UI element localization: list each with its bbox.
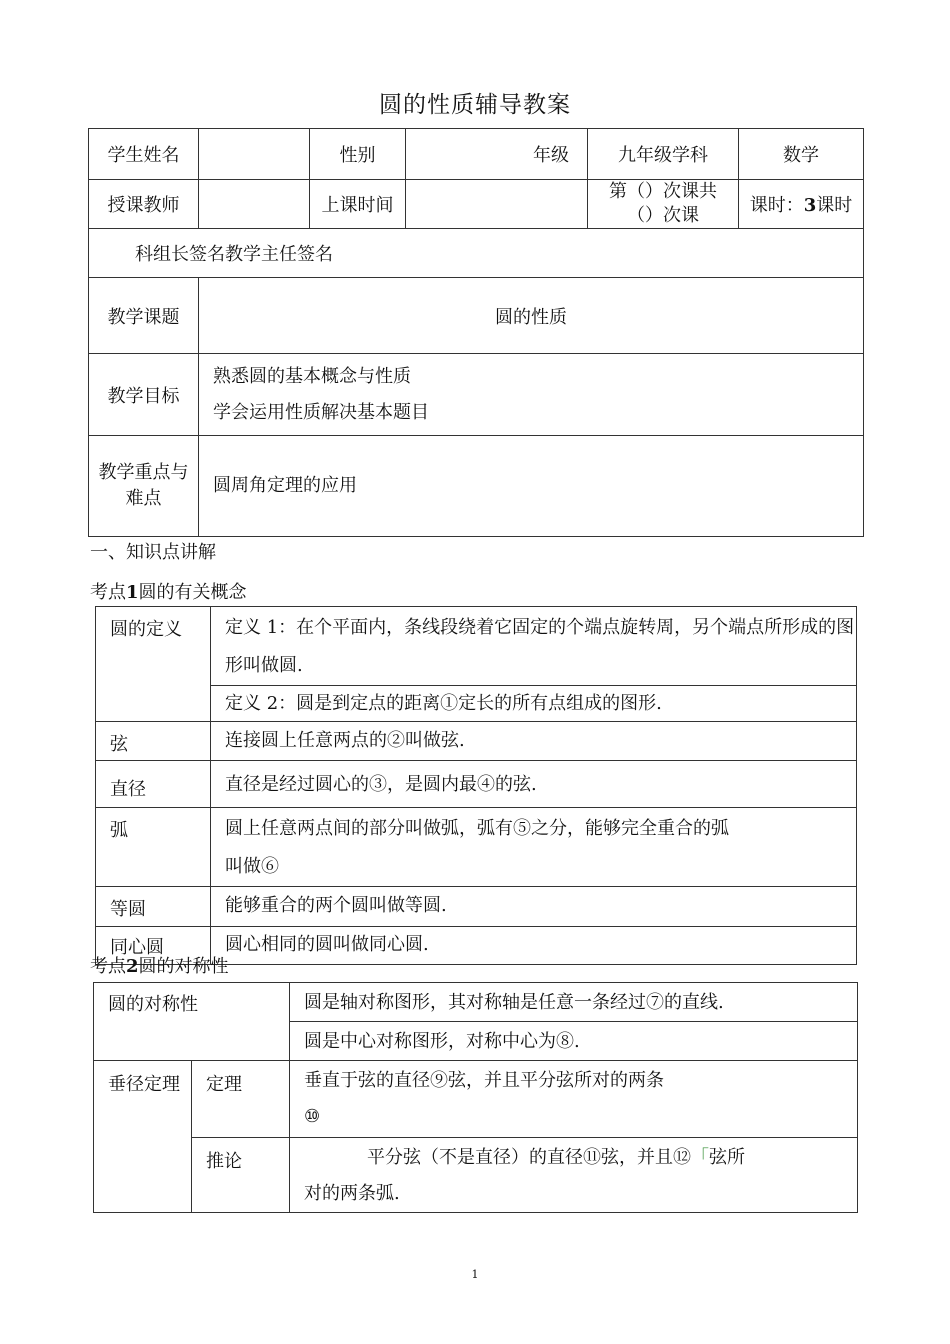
corollary-line-1b: 弦所 xyxy=(709,1147,745,1168)
definition-1: 定义 1：在个平面内，条线段绕着它固定的个端点旋转周，另个端点所形成的图形叫做圆. xyxy=(211,607,857,686)
section-heading: 一、知识点讲解 xyxy=(90,542,216,563)
concentric-definition: 圆心相同的圆叫做同心圆. xyxy=(211,927,857,965)
topic-label: 教学课题 xyxy=(89,278,199,354)
concepts-table xyxy=(95,606,857,965)
central-symmetry: 圆是中心对称图形，对称中心为⑧. xyxy=(290,1022,858,1061)
goal-item-2: 学会运用性质解决基本题目 xyxy=(213,401,429,423)
student-name-label: 学生姓名 xyxy=(89,129,199,180)
kp2-title: 圆的对称性 xyxy=(138,956,229,977)
subject-value: 数学 xyxy=(739,129,864,180)
goal-label: 教学目标 xyxy=(89,354,199,436)
corollary-line-1 xyxy=(304,1140,857,1176)
symmetry-label: 圆的对称性 xyxy=(94,983,290,1061)
corollary-text xyxy=(290,1138,858,1213)
kp2-number: 2 xyxy=(126,956,139,977)
student-name-field xyxy=(199,129,310,180)
kp1-title: 圆的有关概念 xyxy=(138,582,247,603)
session-count-line1: 第（）次课共 xyxy=(609,181,717,202)
perpendicular-diameter-label: 垂径定理 xyxy=(94,1061,192,1213)
symmetry-table xyxy=(93,982,858,1213)
topic-value: 圆的性质 xyxy=(199,278,864,354)
kp1-number: 1 xyxy=(126,582,139,603)
document-title: 圆的性质辅导教案 xyxy=(379,92,571,118)
definition-label: 圆的定义 xyxy=(96,607,211,722)
grade-subject-label: 九年级学科 xyxy=(588,129,739,180)
focus-label xyxy=(89,436,199,537)
session-count-line2: （）次课 xyxy=(627,205,699,226)
equal-circles-label: 等圆 xyxy=(96,887,211,927)
gender-label: 性别 xyxy=(310,129,406,180)
class-hours xyxy=(739,180,864,229)
teacher-field xyxy=(199,180,310,229)
kp1-prefix: 考点 xyxy=(90,582,126,603)
chord-label: 弦 xyxy=(96,722,211,761)
theorem-label: 定理 xyxy=(192,1061,290,1138)
theorem-line-2: ⑩ xyxy=(304,1106,321,1127)
definition-2: 定义 2：圆是到定点的距离①定长的所有点组成的图形. xyxy=(211,686,857,722)
concentric-label: 同心圆 xyxy=(96,927,211,965)
theorem-line-1: 垂直于弦的直径⑨弦，并且平分弦所对的两条 xyxy=(304,1070,664,1091)
corollary-bracket: 「 xyxy=(691,1147,709,1168)
class-time-label: 上课时间 xyxy=(310,180,406,229)
kp2-heading xyxy=(90,952,229,978)
page-number: 1 xyxy=(471,1268,479,1281)
goal-value xyxy=(199,354,864,436)
focus-label-line2: 难点 xyxy=(125,488,162,509)
signatures-row: 科组长签名教学主任签名 xyxy=(89,229,864,278)
arc-label: 弧 xyxy=(96,808,211,887)
arc-line-1: 圆上任意两点间的部分叫做弧，弧有⑤之分，能够完全重合的弧 xyxy=(225,818,729,839)
class-time-field xyxy=(406,180,588,229)
equal-circles-definition: 能够重合的两个圆叫做等圆. xyxy=(211,887,857,927)
hours-suffix: 课时 xyxy=(816,195,853,216)
session-count xyxy=(588,180,739,229)
corollary-label: 推论 xyxy=(192,1138,290,1213)
axial-symmetry: 圆是轴对称图形，其对称轴是任意一条经过⑦的直线. xyxy=(290,983,858,1022)
hours-prefix: 课时： xyxy=(749,195,804,216)
corollary-line-1a: 平分弦（不是直径）的直径⑪弦，并且⑫ xyxy=(367,1147,691,1168)
focus-label-line1: 教学重点与 xyxy=(98,462,189,483)
teacher-label: 授课教师 xyxy=(89,180,199,229)
theorem-text xyxy=(290,1061,858,1138)
goal-item-1: 熟悉圆的基本概念与性质 xyxy=(213,365,411,387)
arc-definition xyxy=(211,808,857,887)
lesson-info-table xyxy=(88,128,864,537)
chord-definition: 连接圆上任意两点的②叫做弦. xyxy=(211,722,857,761)
diameter-definition: 直径是经过圆心的③，是圆内最④的弦. xyxy=(211,761,857,808)
hours-number: 3 xyxy=(803,195,817,216)
diameter-label: 直径 xyxy=(96,761,211,808)
kp1-heading xyxy=(90,578,247,604)
grade-label: 年级 xyxy=(406,129,588,180)
arc-line-2: 叫做⑥ xyxy=(225,856,279,877)
kp2-prefix: 考点 xyxy=(90,956,126,977)
focus-value: 圆周角定理的应用 xyxy=(199,436,864,537)
corollary-line-2: 对的两条弧. xyxy=(304,1183,400,1204)
